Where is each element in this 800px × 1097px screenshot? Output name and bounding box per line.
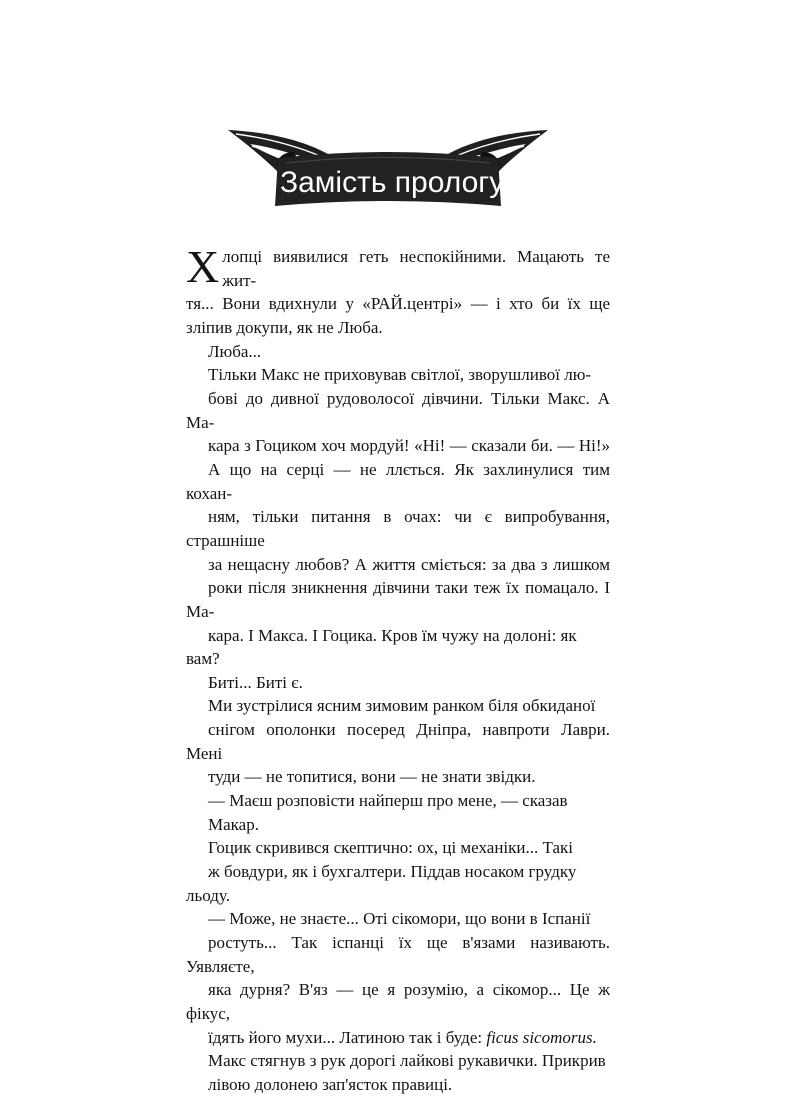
text-line: за нещасну любов? А життя сміється: за два з лишком	[208, 554, 610, 574]
text-line: туди — не топитися, вони — не знати звідки.	[208, 767, 536, 787]
chapter-title: Замість прологу	[280, 166, 505, 199]
text-line: ням, тільки питання в очах: чи є випробування, страшніше	[186, 507, 610, 550]
text-line: яка дурня? В'яз — це я розумію, а сікомор... Це ж фікус,	[186, 980, 610, 1023]
paragraph	[186, 789, 610, 836]
text-line: роки після зникнення дівчини таки теж їх помацало. І Ма-	[186, 578, 610, 621]
paragraph	[186, 363, 610, 671]
text-line: снігом ополонки посеред Дніпра, навпроти Лаври. Мені	[186, 720, 610, 763]
paragraph	[186, 907, 610, 1049]
text-line: бові до дивної рудоволосої дівчини. Тільки Макс. А Ма-	[186, 388, 610, 432]
text-line: Ми зустрілися ясним зимовим ранком біля обкиданої	[208, 696, 596, 716]
paragraph	[186, 340, 610, 364]
text-line: ростуть... Так іспанці їх ще в'язами називають. Уявляєте,	[186, 933, 610, 976]
text-line: Люба...	[208, 341, 262, 361]
text-line: Гоцик скривився скептично: ох, ці механіки... Такі	[208, 838, 573, 858]
paragraph	[186, 241, 610, 340]
italic-latin-term: ficus sicomorus.	[486, 1027, 597, 1047]
text-line: тя... Вони вдихнули у «РАЙ.центрі» — і хто би їх ще	[186, 294, 610, 314]
text-line: А що на серці — не ллється. Як захлинулися тим кохан-	[186, 459, 610, 503]
text-line: Макар.	[208, 814, 259, 834]
chapter-banner	[222, 118, 554, 218]
paragraph	[186, 836, 610, 907]
paragraph	[186, 694, 610, 789]
text-line	[186, 1026, 610, 1050]
text-line: кара з Гоциком хоч мордуй! «Ні! — сказали би. — Ні!»	[208, 436, 610, 456]
text-line: зліпив докупи, як не Люба.	[186, 317, 383, 337]
text-line: кара. І Макса. І Гоцика. Кров їм чужу на долоні: як вам?	[186, 625, 577, 669]
text-line: лівою долонею зап'ясток правиці.	[208, 1074, 453, 1094]
text-line: Биті... Биті є.	[208, 672, 303, 692]
drop-cap: Х	[186, 241, 220, 292]
text-line: — Маєш розповісти найперш про мене, — сказав	[208, 791, 568, 811]
text-line: Макс стягнув з рук дорогі лайкові рукавички. Прикрив	[208, 1051, 606, 1071]
text-line: лопці виявилися геть неспокійними. Мацають те жит-	[222, 247, 610, 290]
text-line: — Може, не знаєте... Оті сікомори, що вони в Іспанії	[208, 909, 591, 929]
text-line: ж бовдури, як і бухгалтери. Піддав носаком грудку льоду.	[186, 862, 577, 905]
text-line: Тільки Макс не приховував світлої, зворушливої лю-	[208, 365, 592, 385]
text-fragment: їдять його мухи... Латиною так і буде:	[208, 1027, 483, 1047]
paragraph	[186, 671, 610, 695]
body-text	[186, 241, 610, 1097]
paragraph	[186, 1049, 610, 1096]
